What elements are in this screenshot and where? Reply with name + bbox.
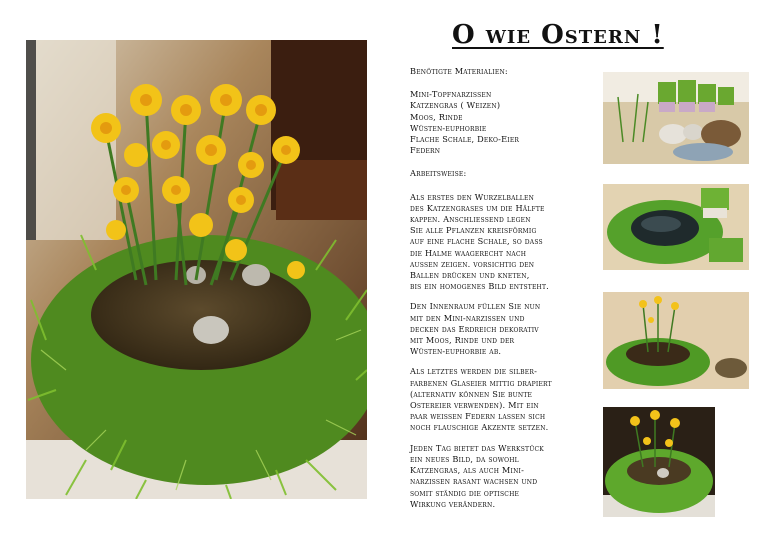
step-photo-grass-ring bbox=[603, 184, 749, 270]
paragraph-4: Jeden Tag bietet das Werkstück ein neues Bild, da sowohl Katzengras, als auch Mini- narzissen rasant wachsen und somit ständig die optische Wirkung verändern. bbox=[410, 442, 544, 509]
method-heading: Arbeitsweise: bbox=[410, 168, 467, 179]
step-photo-daffodils-planted bbox=[603, 292, 749, 389]
materials-heading: Benötigte Materialien: bbox=[410, 66, 508, 76]
materials-list: Mini-Topfnarzissen Katzengras ( Weizen) Moos, Rinde Wüsten-euphorbie Flache Schale, Deko-Eier Federn bbox=[410, 89, 520, 156]
daffodil-grass-nest-image bbox=[26, 40, 367, 499]
step-photo-finished bbox=[603, 407, 715, 517]
main-photo-easter-arrangement bbox=[26, 40, 367, 499]
paragraph-2: Den Innenraum füllen Sie nun mit den Mini-narzissen und decken das Erdreich dekorativ mit Moos, Rinde und der Wüsten-euphorbie ab. bbox=[410, 301, 541, 357]
paragraph-3: Als letztes werden die silber- farbenen Glaseier mittig drapiert (alternativ können Sie bunte Ostereier verwenden). Mit ein paar weissen Federn lassen sich noch flauschige Akzente setzen. bbox=[410, 366, 552, 433]
paragraph-1: Als erstes den Wurzelballen des Katzengrases um die Hälfte kappen. Anschliessend legen Sie alle Pflanzen kreisförmig auf eine flache Schale, so dass die Halme waagerecht nach aussen zeigen. vorsichtig den Ballen drücken und kneten, bis ein homogenes Bild entsteht. bbox=[410, 191, 549, 292]
instructions-column bbox=[410, 66, 595, 519]
step-photo-materials bbox=[603, 72, 749, 164]
page-title: O wie Ostern ! bbox=[452, 20, 664, 50]
